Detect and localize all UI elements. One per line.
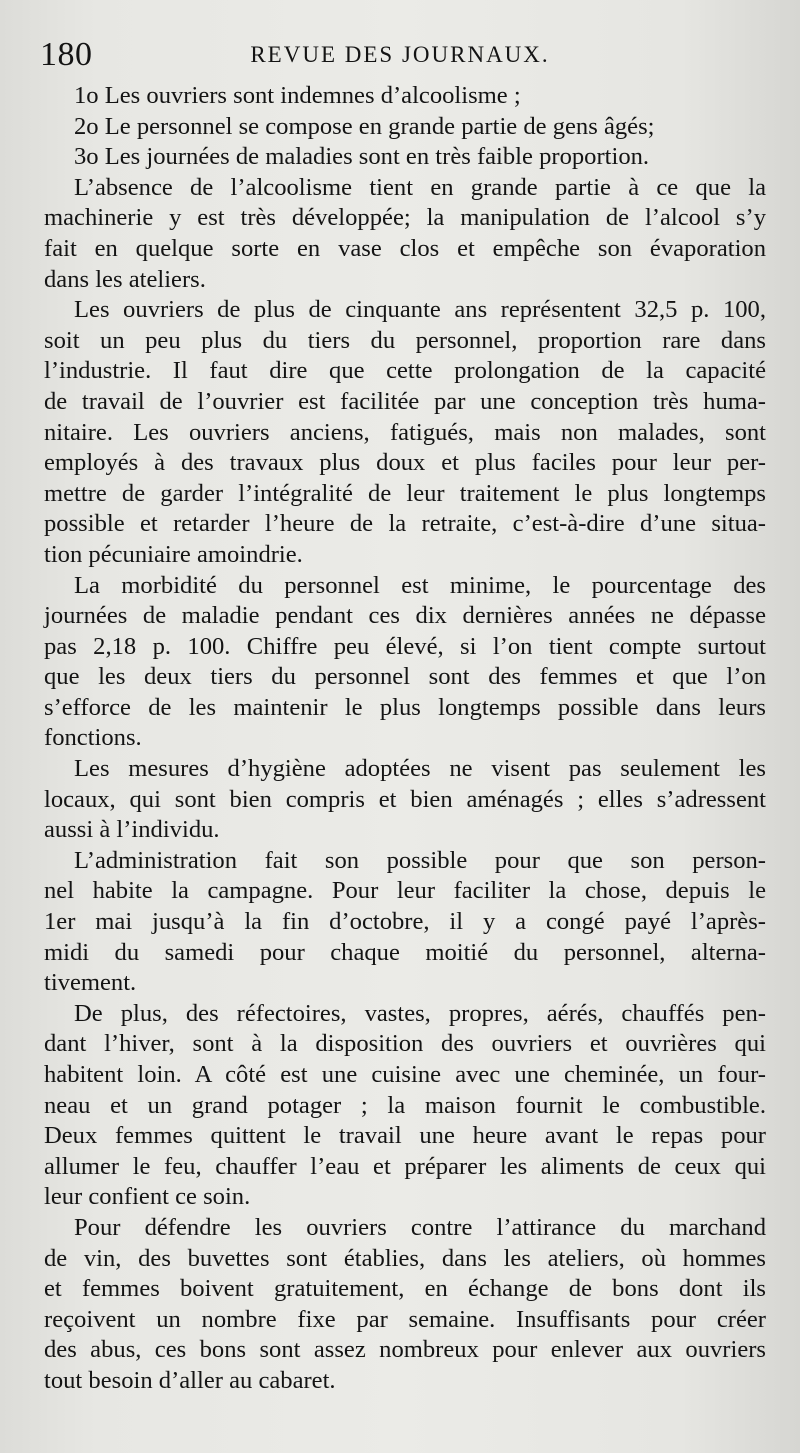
text-line: L’administration fait son possible pour que son person- [74, 846, 766, 874]
text-line: De plus, des réfectoires, vastes, propres, aérés, chauffés pen- [74, 999, 766, 1027]
running-title: REVUE DES JOURNAUX. [250, 42, 550, 67]
text-line: neau et un grand potager ; la maison fournit le combustible. [44, 1091, 766, 1119]
text-line: journées de maladie pendant ces dix dernières années ne dépasse [44, 602, 766, 630]
text-line: 1er mai jusqu’à la fin d’octobre, il y a congé payé l’après- [44, 908, 766, 936]
text-line: employés à des travaux plus doux et plus faciles pour leur per- [44, 449, 766, 477]
text-line: nel habite la campagne. Pour leur faciliter la chose, depuis le [44, 877, 766, 905]
text-line: aussi à l’individu. [44, 816, 220, 844]
text-line: nitaire. Les ouvriers anciens, fatigués, mais non malades, sont [44, 418, 766, 446]
text-line: tivement. [44, 969, 137, 997]
text-line: des abus, ces bons sont assez nombreux pour enlever aux ouvriers [44, 1336, 766, 1364]
text-line: midi du samedi pour chaque moitié du personnel, alterna- [44, 938, 766, 966]
text-line: locaux, qui sont bien compris et bien aménagés ; elles s’adressent [44, 785, 766, 813]
text-line: machinerie y est très développée; la manipulation de l’alcool s’y [44, 204, 766, 232]
text-line: 3o Les journées de maladies sont en très faible proportion. [74, 143, 650, 171]
text-line: allumer le feu, chauffer l’eau et préparer les aliments de ceux qui [44, 1152, 766, 1180]
text-line: dant l’hiver, sont à la disposition des ouvriers et ouvrières qui [44, 1030, 766, 1058]
text-line: pas 2,18 p. 100. Chiffre peu élevé, si l’on tient compte surtout [44, 632, 766, 660]
text-line: La morbidité du personnel est minime, le pourcentage des [74, 571, 766, 599]
body-text [44, 81, 766, 1397]
text-line: de travail de l’ouvrier est facilitée par une conception très huma- [44, 387, 766, 415]
text-line: mettre de garder l’intégralité de leur traitement le plus longtemps [44, 479, 766, 507]
text-line: tout besoin d’aller au cabaret. [44, 1366, 336, 1394]
text-line: fonctions. [44, 724, 142, 752]
text-line: fait en quelque sorte en vase clos et empêche son évaporation [44, 234, 766, 262]
text-line: Pour défendre les ouvriers contre l’attirance du marchand [74, 1213, 766, 1241]
text-line: dans les ateliers. [44, 265, 206, 293]
text-line: reçoivent un nombre fixe par semaine. Insuffisants pour créer [44, 1305, 766, 1333]
text-line: l’industrie. Il faut dire que cette prolongation de la capacité [44, 357, 766, 385]
text-line: que les deux tiers du personnel sont des femmes et que l’on [44, 663, 766, 691]
page-header [0, 30, 800, 80]
text-line: leur confient ce soin. [44, 1183, 251, 1211]
text-line: Deux femmes quittent le travail une heure avant le repas pour [44, 1122, 766, 1150]
text-line: de vin, des buvettes sont établies, dans les ateliers, où hommes [44, 1244, 766, 1272]
text-line: Les mesures d’hygiène adoptées ne visent pas seulement les [74, 755, 766, 783]
text-line: 1o Les ouvriers sont indemnes d’alcoolisme ; [74, 82, 521, 109]
text-line: possible et retarder l’heure de la retraite, c’est-à-dire d’une situa- [44, 510, 766, 538]
text-line: s’efforce de les maintenir le plus longtemps possible dans leurs [44, 693, 766, 721]
text-line: tion pécuniaire amoindrie. [44, 540, 303, 568]
text-line: L’absence de l’alcoolisme tient en grande partie à ce que la [74, 173, 766, 201]
page-number: 180 [40, 36, 93, 73]
text-line: habitent loin. A côté est une cuisine avec une cheminée, un four- [44, 1061, 766, 1088]
text-line: et femmes boivent gratuitement, en échange de bons dont ils [44, 1275, 766, 1303]
text-line: soit un peu plus du tiers du personnel, proportion rare dans [44, 326, 766, 354]
text-line: 2o Le personnel se compose en grande partie de gens âgés; [74, 112, 655, 140]
text-line: Les ouvriers de plus de cinquante ans représentent 32,5 p. 100, [74, 296, 766, 324]
